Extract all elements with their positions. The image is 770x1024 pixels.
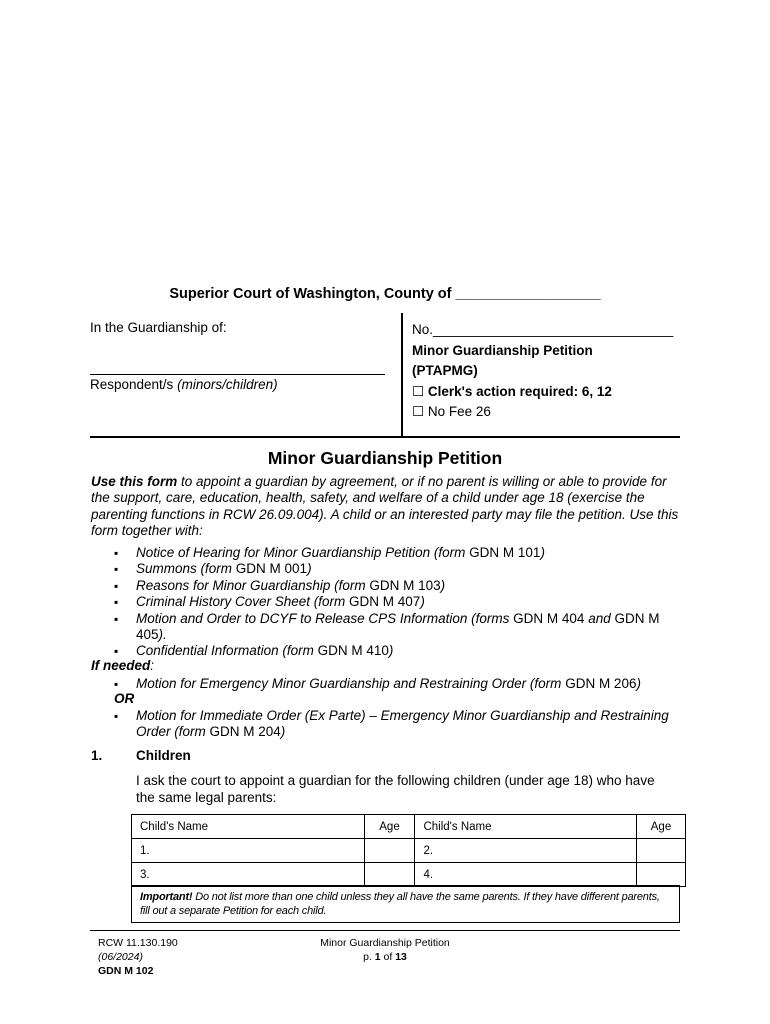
- list-item: ▪ Motion and Order to DCYF to Release CPS Information (forms GDN M 404 and GDN M 405).: [114, 611, 684, 644]
- clerk-action-checkbox[interactable]: ☐: [412, 383, 425, 399]
- list-item: ▪ Criminal History Cover Sheet (form GDN M 407): [114, 594, 684, 610]
- no-fee-checkbox[interactable]: ☐: [412, 404, 425, 419]
- intro-text: to appoint a guardian by agreement, or if no parent is willing or able to provide for the support, care, education, health, safety, and welfare of a child under age 18 (exercise the parenting functions in RCW 26.09.004). A child or an interested party may file the petition. Use this form together with:: [91, 474, 679, 539]
- if-needed-list-2: [114, 708, 684, 741]
- if-needed-list-1: [114, 676, 684, 692]
- or-label: OR: [114, 691, 135, 706]
- header-childs-name: Child's Name: [415, 815, 637, 839]
- child-name-cell[interactable]: 1.: [132, 839, 365, 863]
- table-header-row: [132, 815, 686, 839]
- footer-left: [98, 936, 178, 978]
- page-number: 1: [374, 951, 381, 963]
- section-1-number: 1.: [91, 748, 103, 763]
- header-age: Age: [637, 815, 686, 839]
- important-note: [131, 885, 680, 923]
- list-item: ▪ Notice of Hearing for Minor Guardianship Petition (form GDN M 101): [114, 545, 684, 561]
- list-item: ▪ Summons (form GDN M 001): [114, 561, 684, 577]
- no-fee-row: [412, 402, 673, 423]
- child-age-cell[interactable]: [637, 863, 686, 887]
- important-text: Do not list more than one child unless they all have the same parents. If they have different parents, fill out a separate Petition for each child.: [140, 891, 660, 917]
- clerk-action-row: [412, 382, 673, 403]
- required-forms-list: [114, 545, 684, 660]
- child-age-cell[interactable]: [364, 863, 415, 887]
- list-item: ▪ Motion for Immediate Order (Ex Parte) – Emergency Minor Guardianship and Restraining Order (form GDN M 204): [114, 708, 684, 741]
- table-row: [132, 839, 686, 863]
- important-label: Important!: [140, 891, 193, 903]
- list-item: ▪ Reasons for Minor Guardianship (form GDN M 103): [114, 578, 684, 594]
- caption-bottom-rule: [90, 436, 680, 438]
- child-name-cell[interactable]: 2.: [415, 839, 637, 863]
- child-age-cell[interactable]: [364, 839, 415, 863]
- list-item: ▪ Confidential Information (form GDN M 410): [114, 643, 684, 659]
- caption-divider: [401, 313, 403, 437]
- guardianship-label: In the Guardianship of:: [90, 320, 227, 335]
- footer-center: [290, 936, 480, 964]
- footer-title: Minor Guardianship Petition: [320, 937, 450, 949]
- child-age-cell[interactable]: [637, 839, 686, 863]
- header-childs-name: Child's Name: [132, 815, 365, 839]
- footer-rule: [90, 930, 680, 931]
- respondent-label-text: Respondent/s: [90, 377, 174, 392]
- page-total: 13: [395, 951, 407, 963]
- respondent-label: [90, 377, 278, 392]
- court-title: Superior Court of Washington, County of __________________: [169, 286, 601, 302]
- respondent-name-line: [90, 374, 385, 375]
- child-name-cell[interactable]: 4.: [415, 863, 637, 887]
- list-item: ▪ Motion for Emergency Minor Guardianship and Restraining Order (form GDN M 206): [114, 676, 684, 692]
- case-number-field[interactable]: No.________________________________: [412, 322, 674, 337]
- footer-date: (06/2024): [98, 951, 143, 963]
- intro-bold: Use this form: [91, 474, 178, 489]
- no-fee-text: No Fee 26: [427, 404, 491, 419]
- footer-form-id: GDN M 102: [98, 965, 154, 977]
- intro-paragraph: [91, 474, 683, 540]
- petition-code: (PTAPMG): [412, 363, 478, 378]
- page-indicator: p. 1 of 13: [363, 951, 407, 963]
- caption-right: [412, 320, 673, 423]
- table-row: [132, 863, 686, 887]
- if-needed-heading: If needed:: [91, 658, 155, 673]
- footer-rcw: RCW 11.130.190: [98, 937, 178, 949]
- header-age: Age: [364, 815, 415, 839]
- section-1-text: I ask the court to appoint a guardian for the following children (under age 18) who have the same legal parents:: [136, 773, 655, 805]
- respondent-note: (minors/children): [177, 377, 278, 392]
- petition-name: Minor Guardianship Petition: [412, 342, 593, 358]
- children-table: [131, 814, 686, 887]
- section-1-title: Children: [136, 748, 191, 763]
- document-title: Minor Guardianship Petition: [267, 448, 503, 468]
- clerk-action-text: Clerk's action required: 6, 12: [427, 383, 612, 399]
- child-name-cell[interactable]: 3.: [132, 863, 365, 887]
